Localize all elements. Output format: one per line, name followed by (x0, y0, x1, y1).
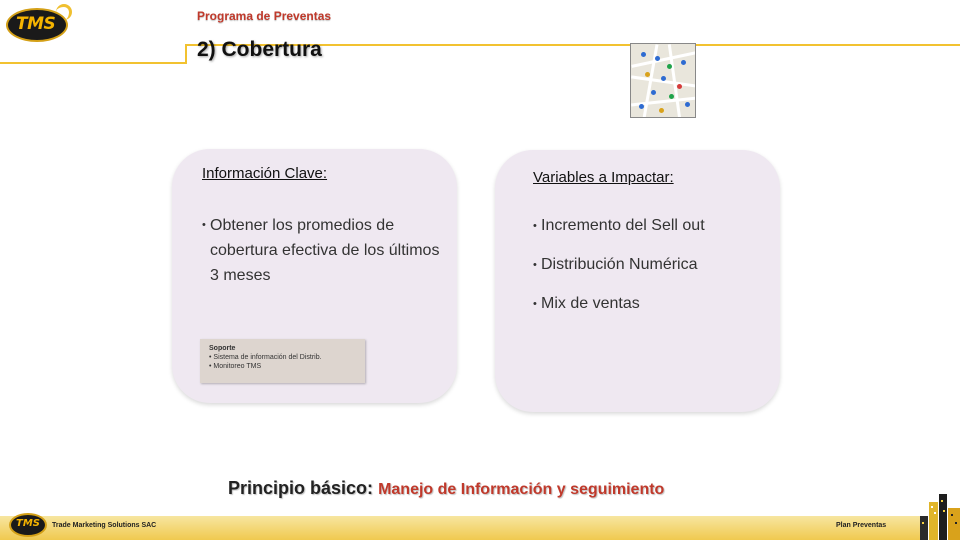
footer-logo (9, 513, 47, 537)
program-title: Programa de Preventas (197, 9, 332, 23)
key-information-list (202, 213, 447, 288)
footer-logo-text: TMS (16, 518, 40, 529)
support-item: • Sistema de información del Distrib. (209, 354, 322, 361)
footer-company: Trade Marketing Solutions SAC (52, 522, 157, 529)
list-item: • Distribución Numérica (533, 255, 773, 275)
support-box (200, 339, 365, 383)
slide-title: 2) Cobertura (197, 38, 322, 61)
variables-heading: Variables a Impactar: (533, 169, 674, 186)
logo-swoosh-icon (56, 4, 72, 20)
header-rule-step (185, 44, 187, 64)
list-item: • Incremento del Sell out (533, 216, 773, 236)
tms-logo (6, 4, 70, 44)
key-information-heading: Información Clave: (202, 165, 328, 182)
principle-label: Principio básico (228, 478, 368, 498)
map-thumbnail-icon (630, 43, 696, 118)
list-item: • Obtener los promedios de cobertura efectiva de los últimos 3 meses (202, 213, 447, 288)
header-rule-left (0, 62, 186, 64)
variables-list (533, 216, 773, 333)
variables-card (495, 150, 780, 412)
support-title: Soporte (209, 345, 236, 352)
footer-doc-name: Plan Preventas (836, 522, 887, 529)
basic-principle (228, 478, 664, 499)
key-information-card (172, 149, 457, 403)
principle-text: Manejo de Información y seguimiento (378, 481, 665, 498)
principle-separator: : (367, 478, 374, 498)
list-item: • Mix de ventas (533, 294, 773, 314)
support-item: • Monitoreo TMS (209, 363, 262, 370)
logo-text: TMS (16, 14, 56, 34)
city-skyline-icon (920, 488, 960, 540)
